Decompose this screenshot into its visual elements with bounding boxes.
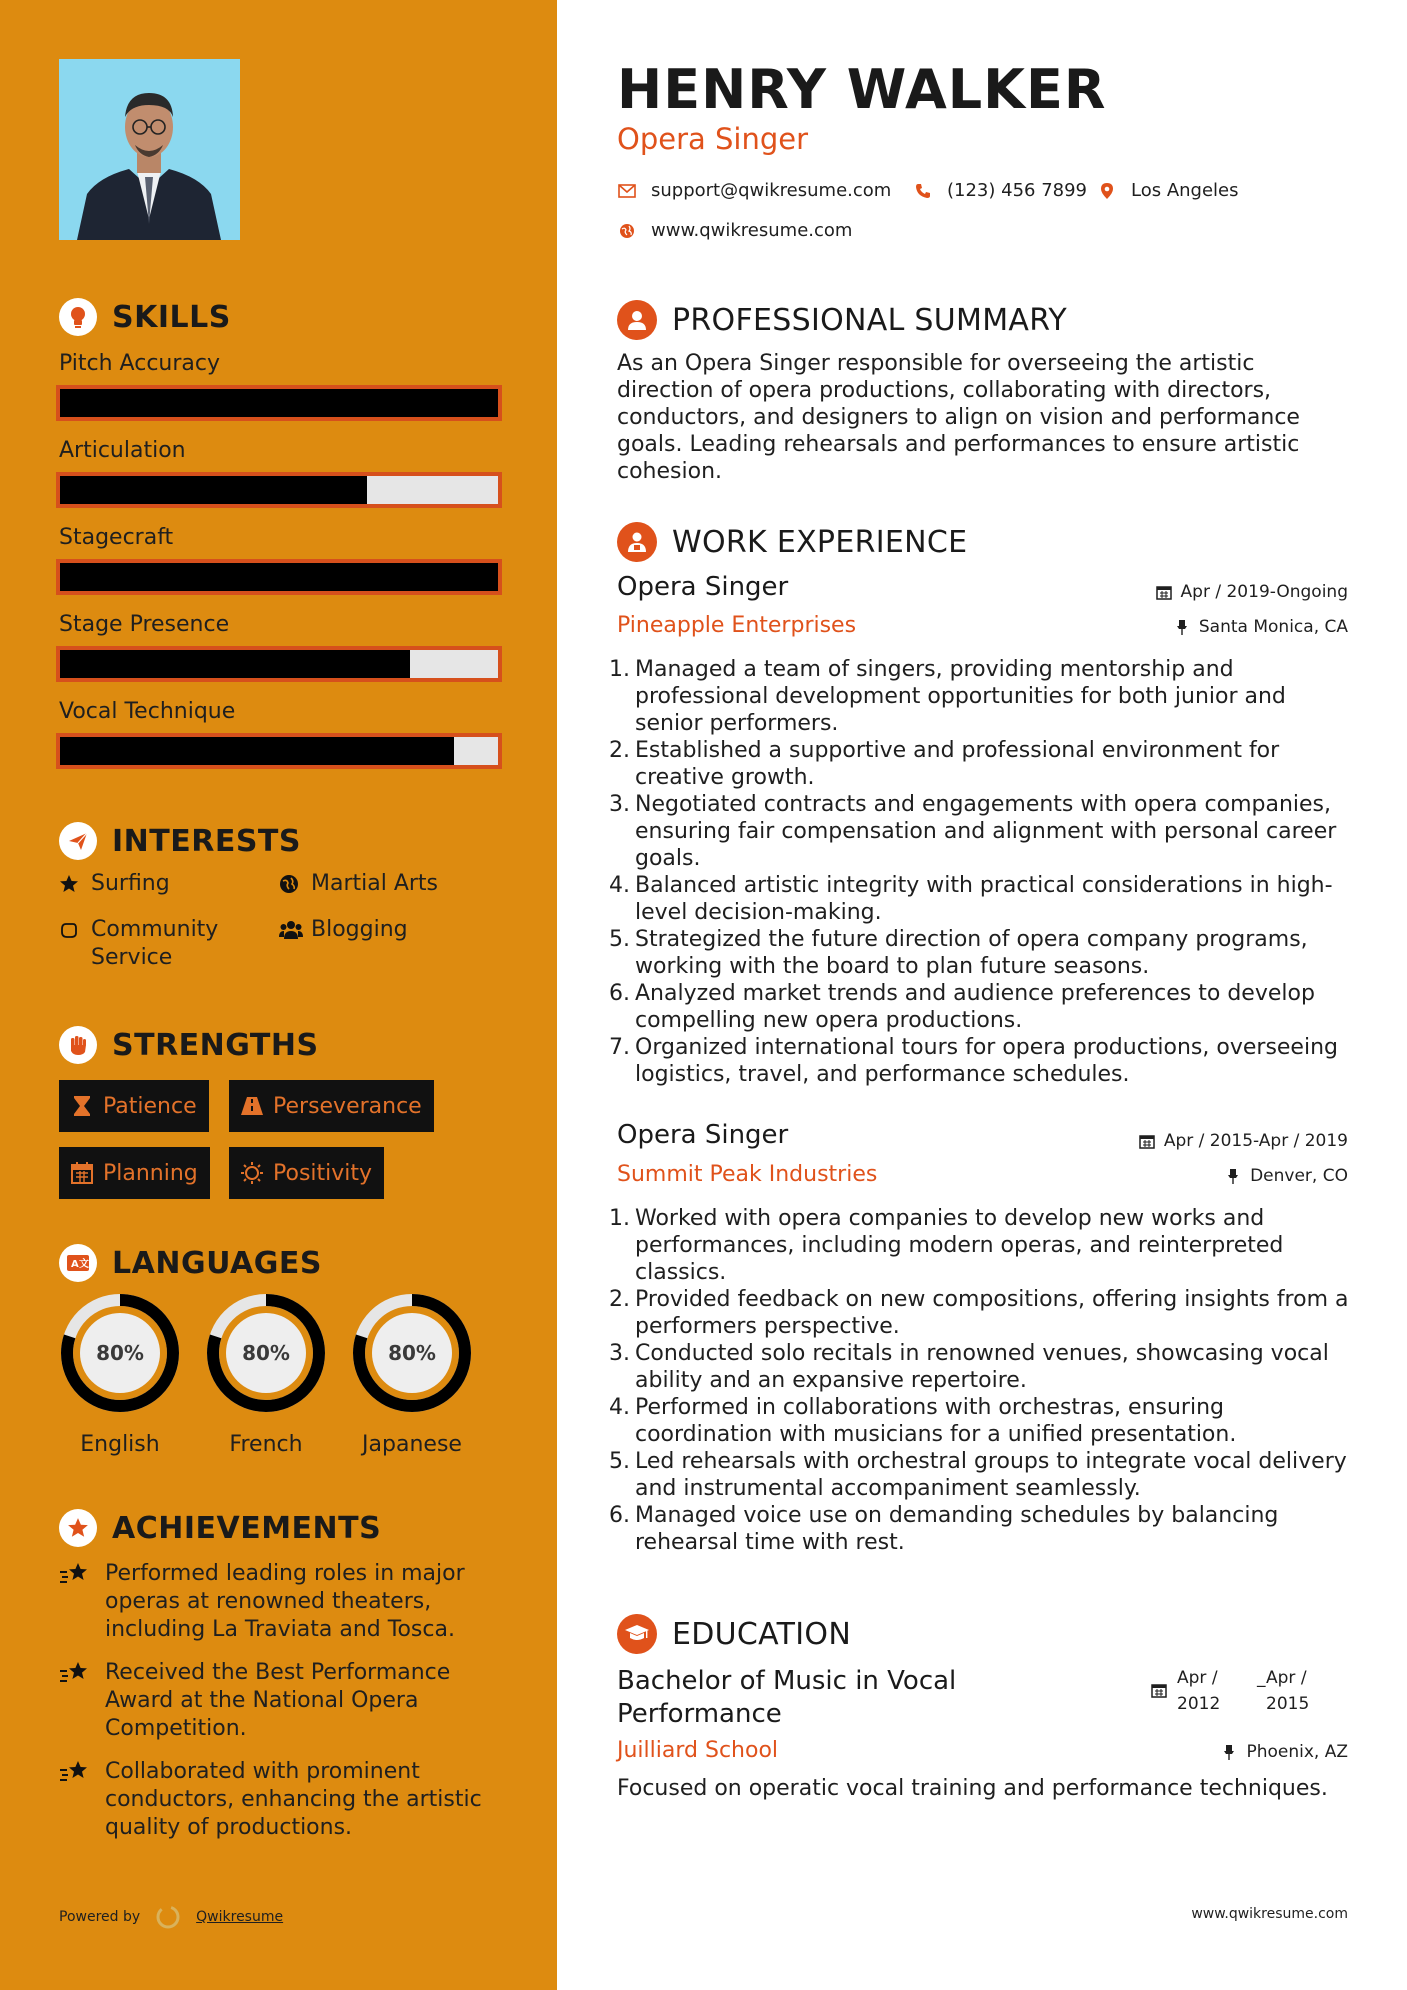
job-company: Pineapple Enterprises [617, 613, 857, 638]
education-title: EDUCATION [672, 1616, 852, 1652]
job-location-text: Denver, CO [1250, 1166, 1348, 1186]
language-percent: 80% [372, 1313, 452, 1393]
education-heading [617, 1614, 851, 1654]
job-title: Opera Singer [617, 1120, 789, 1150]
contact-website[interactable] [617, 220, 852, 241]
strengths-title: STRENGTHS [112, 1027, 319, 1063]
summary-title: PROFESSIONAL SUMMARY [672, 302, 1068, 338]
interest-item [59, 916, 259, 972]
job-title: Opera Singer [617, 572, 789, 602]
skill-label: Stagecraft [59, 525, 174, 550]
list-item: 1. Worked with opera companies to develop new works and performances, including modern operas, and reinterpreted classics. [609, 1206, 1284, 1285]
experience-title: WORK EXPERIENCE [672, 524, 968, 560]
hand-icon [59, 916, 83, 944]
interest-item [59, 870, 170, 898]
strength-tag [229, 1080, 434, 1132]
language-name: French [229, 1432, 303, 1457]
phone-text: (123) 456 7899 [947, 180, 1088, 201]
svg-text:文: 文 [79, 1259, 89, 1270]
skill-bar [56, 733, 502, 769]
list-item: 6. Managed voice use on demanding schedules by balancing rehearsal time with rest. [609, 1503, 1279, 1555]
sun-icon [239, 1160, 265, 1186]
globe-icon [279, 870, 303, 898]
job-location-text: Santa Monica, CA [1198, 617, 1348, 637]
candidate-role: Opera Singer [617, 122, 809, 156]
qwikresume-logo-icon [154, 1903, 182, 1931]
interest-label: Martial Arts [311, 871, 439, 896]
strength-label: Patience [103, 1093, 197, 1119]
website-text: www.qwikresume.com [651, 220, 853, 241]
skill-bar [56, 646, 502, 682]
list-item: 5. Strategized the future direction of opera company programs, working with the board to plan future seasons. [609, 927, 1308, 979]
language-percent: 80% [80, 1313, 160, 1393]
interests-heading [59, 822, 301, 860]
calendar-icon [1150, 1681, 1168, 1699]
list-item: 3. Conducted solo recitals in renowned venues, showcasing vocal ability and an expansive repertoire. [609, 1341, 1329, 1393]
strength-tag [229, 1147, 384, 1199]
calendar-icon [1155, 583, 1173, 601]
skill-label: Articulation [59, 438, 186, 463]
job-bullets [605, 656, 1355, 1088]
strength-label: Perseverance [273, 1093, 422, 1119]
language-item [59, 1292, 181, 1457]
strength-tag [59, 1080, 209, 1132]
edu-date-dash: _ [1257, 1668, 1266, 1688]
calendar-icon [69, 1160, 95, 1186]
edu-location-text: Phoenix, AZ [1246, 1742, 1348, 1762]
skill-bar [56, 559, 502, 595]
achievement-text: Performed leading roles in major operas at renowned theaters, including La Traviata and Tosca. [105, 1561, 465, 1642]
skill-bar-fill [60, 476, 367, 504]
skills-title: SKILLS [112, 299, 231, 335]
lightbulb-icon [59, 298, 97, 336]
edu-end-date: Apr / 2015 [1266, 1668, 1310, 1714]
languages-heading [59, 1244, 322, 1282]
pushpin-icon [1224, 1167, 1242, 1185]
list-item: 3. Negotiated contracts and engagements with opera companies, ensuring fair compensation and alignment with personal career goals. [609, 792, 1337, 871]
achievement-text: Received the Best Performance Award at the National Opera Competition. [105, 1660, 451, 1741]
edu-location [1220, 1742, 1348, 1762]
achievement-item [59, 1758, 499, 1842]
skills-heading [59, 298, 231, 336]
powered-by-label: Powered by [59, 1909, 141, 1925]
job-dates-text: Apr / 2019-Ongoing [1180, 582, 1348, 602]
job-company: Summit Peak Industries [617, 1162, 878, 1187]
job-dates [1155, 582, 1348, 602]
degree-title: Bachelor of Music in Vocal Performance [617, 1666, 957, 1729]
strengths-heading [59, 1026, 319, 1064]
graduation-cap-icon [617, 1614, 657, 1654]
strength-label: Positivity [273, 1160, 373, 1186]
svg-text:A: A [71, 1259, 79, 1270]
skill-bar [56, 472, 502, 508]
user-icon [617, 300, 657, 340]
briefcase-user-icon [617, 522, 657, 562]
list-item: 5. Led rehearsals with orchestral groups to integrate vocal delivery and instrumental accompaniment seamlessly. [609, 1449, 1347, 1501]
interest-label: Blogging [311, 917, 408, 942]
globe-icon [617, 221, 637, 241]
achievement-item [59, 1560, 499, 1644]
road-icon [239, 1093, 265, 1119]
candidate-name: HENRY WALKER [617, 58, 1107, 121]
job-dates-text: Apr / 2015-Apr / 2019 [1163, 1131, 1348, 1151]
languages-title: LANGUAGES [112, 1245, 322, 1281]
list-item: 7. Organized international tours for opera productions, overseeing logistics, travel, and performance schedules. [609, 1035, 1338, 1087]
edu-start-date: Apr / 2012 [1177, 1668, 1221, 1714]
language-percent: 80% [226, 1313, 306, 1393]
strength-tag [59, 1147, 210, 1199]
pushpin-icon [1220, 1743, 1238, 1761]
interest-label: Surfing [91, 871, 170, 896]
sidebar [0, 0, 557, 1990]
edu-calendar [1150, 1681, 1176, 1699]
contact-email[interactable] [617, 180, 891, 201]
interest-label: Community Service [91, 917, 219, 970]
achievement-text: Collaborated with prominent conductors, enhancing the artistic quality of productions. [105, 1759, 482, 1840]
phone-icon [913, 181, 933, 201]
list-item: 6. Analyzed market trends and audience preferences to develop compelling new opera productions. [609, 981, 1315, 1033]
language-ring [59, 1292, 181, 1414]
interest-item [279, 916, 408, 944]
paper-plane-icon [59, 822, 97, 860]
job-dates [1138, 1131, 1348, 1151]
list-item: 1. Managed a team of singers, providing mentorship and professional development opportunities for both junior and senior performers. [609, 657, 1286, 736]
skill-bar-fill [60, 389, 498, 417]
powered-by [59, 1903, 283, 1931]
envelope-icon [617, 181, 637, 201]
language-icon [59, 1244, 97, 1282]
map-pin-icon [1097, 181, 1117, 201]
fist-icon [59, 1026, 97, 1064]
calendar-icon [1138, 1132, 1156, 1150]
qwikresume-link[interactable]: Qwikresume [196, 1909, 284, 1925]
contact-location [1097, 180, 1239, 201]
interests-title: INTERESTS [112, 823, 301, 859]
strength-label: Planning [103, 1160, 198, 1186]
achievement-item [59, 1659, 499, 1743]
skill-label: Vocal Technique [59, 699, 236, 724]
contact-phone[interactable] [913, 180, 1087, 201]
skill-label: Pitch Accuracy [59, 351, 220, 376]
education-description: Focused on operatic vocal training and performance techniques. [617, 1776, 1328, 1801]
hourglass-icon [69, 1093, 95, 1119]
experience-heading [617, 522, 967, 562]
star-icon [59, 870, 83, 898]
skill-bar-fill [60, 563, 498, 591]
users-icon [279, 916, 303, 944]
shooting-star-icon [59, 1758, 91, 1786]
profile-photo [59, 59, 240, 240]
email-text: support@qwikresume.com [651, 180, 892, 201]
list-item: 2. Established a supportive and professional environment for creative growth. [609, 738, 1280, 790]
achievements-heading [59, 1509, 381, 1547]
job-location [1224, 1166, 1348, 1186]
pushpin-icon [1173, 618, 1191, 636]
skill-bar [56, 385, 502, 421]
summary-heading [617, 300, 1067, 340]
language-ring [205, 1292, 327, 1414]
achievements-title: ACHIEVEMENTS [112, 1510, 382, 1546]
summary-text: As an Opera Singer responsible for overseeing the artistic direction of opera productions, collaborating with directors, conductors, and designers to align on vision and performance goals. Leading rehearsals and performances to ensure artistic cohesion. [617, 351, 1300, 484]
school-name: Juilliard School [617, 1738, 779, 1763]
skill-label: Stage Presence [59, 612, 230, 637]
list-item: 2. Provided feedback on new compositions, offering insights from a performers perspective. [609, 1287, 1349, 1339]
language-name: English [80, 1432, 160, 1457]
location-text: Los Angeles [1131, 180, 1239, 201]
list-item: 4. Balanced artistic integrity with practical considerations in high-level decision-making. [609, 873, 1333, 925]
interest-item [279, 870, 438, 898]
job-bullets [605, 1205, 1355, 1556]
language-item [205, 1292, 327, 1457]
skill-bar-fill [60, 737, 454, 765]
shooting-star-icon [59, 1560, 91, 1588]
skill-bar-fill [60, 650, 410, 678]
job-location [1173, 617, 1348, 637]
shooting-star-icon [59, 1659, 91, 1687]
list-item: 4. Performed in collaborations with orchestras, ensuring coordination with musicians for a unified presentation. [609, 1395, 1237, 1447]
language-ring [351, 1292, 473, 1414]
star-badge-icon [59, 1509, 97, 1547]
footer-url[interactable]: www.qwikresume.com [1191, 1906, 1348, 1922]
language-name: Japanese [362, 1432, 462, 1457]
language-item [351, 1292, 473, 1457]
